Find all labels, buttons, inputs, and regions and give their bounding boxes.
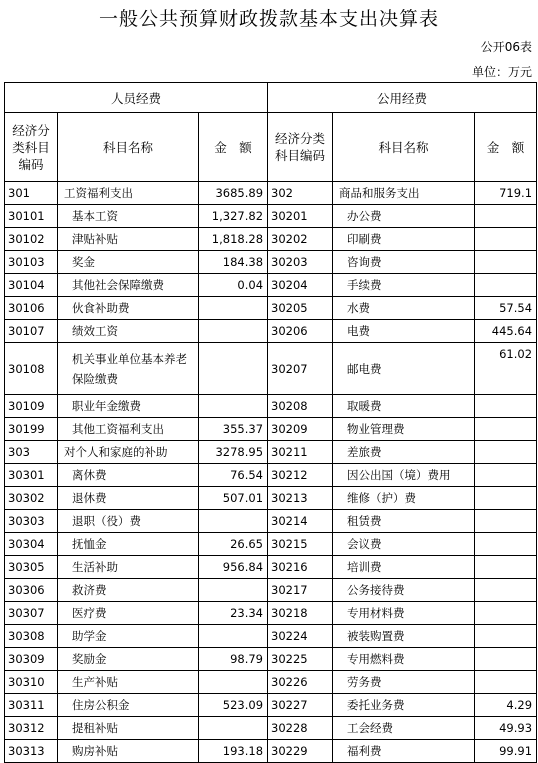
left-name: 生产补贴 bbox=[58, 671, 199, 694]
column-header-row bbox=[5, 113, 537, 182]
left-code: 30102 bbox=[5, 228, 58, 251]
left-amount: 956.84 bbox=[199, 556, 268, 579]
right-amount bbox=[475, 274, 537, 297]
econ-class-header: 经济分类科目编码 bbox=[5, 113, 58, 182]
table-row bbox=[5, 648, 537, 671]
left-code: 30310 bbox=[5, 671, 58, 694]
right-amount bbox=[475, 464, 537, 487]
right-code: 30224 bbox=[268, 625, 333, 648]
right-amount bbox=[475, 395, 537, 418]
left-code: 30312 bbox=[5, 717, 58, 740]
table-row bbox=[5, 182, 537, 205]
amount-header: 金 额 bbox=[199, 113, 268, 182]
right-code: 30206 bbox=[268, 320, 333, 343]
form-number: 公开06表 bbox=[480, 40, 532, 54]
right-code: 30203 bbox=[268, 251, 333, 274]
left-name: 生活补助 bbox=[58, 556, 199, 579]
right-name: 商品和服务支出 bbox=[333, 182, 475, 205]
right-code: 30226 bbox=[268, 671, 333, 694]
right-code: 30212 bbox=[268, 464, 333, 487]
right-amount bbox=[475, 671, 537, 694]
right-code: 30225 bbox=[268, 648, 333, 671]
right-name: 租赁费 bbox=[333, 510, 475, 533]
left-name: 救济费 bbox=[58, 579, 199, 602]
right-code: 30227 bbox=[268, 694, 333, 717]
left-code: 30306 bbox=[5, 579, 58, 602]
left-amount: 507.01 bbox=[199, 487, 268, 510]
left-amount: 193.18 bbox=[199, 740, 268, 763]
right-amount bbox=[475, 625, 537, 648]
left-amount bbox=[199, 320, 268, 343]
public-header: 公用经费 bbox=[268, 83, 537, 113]
right-name: 差旅费 bbox=[333, 441, 475, 464]
unit-label: 单位：万元 bbox=[471, 65, 532, 79]
table-row bbox=[5, 228, 537, 251]
right-amount: 49.93 bbox=[475, 717, 537, 740]
left-code: 30303 bbox=[5, 510, 58, 533]
right-name: 会议费 bbox=[333, 533, 475, 556]
right-name: 手续费 bbox=[333, 274, 475, 297]
table-row bbox=[5, 297, 537, 320]
left-name: 其他社会保障缴费 bbox=[58, 274, 199, 297]
right-name: 培训费 bbox=[333, 556, 475, 579]
left-name: 伙食补助费 bbox=[58, 297, 199, 320]
left-code: 30109 bbox=[5, 395, 58, 418]
right-code: 30202 bbox=[268, 228, 333, 251]
right-code: 30211 bbox=[268, 441, 333, 464]
right-amount: 4.29 bbox=[475, 694, 537, 717]
right-amount bbox=[475, 556, 537, 579]
right-name: 劳务费 bbox=[333, 671, 475, 694]
left-code: 30311 bbox=[5, 694, 58, 717]
right-name: 水费 bbox=[333, 297, 475, 320]
left-code: 30308 bbox=[5, 625, 58, 648]
left-amount bbox=[199, 343, 268, 395]
table-row bbox=[5, 533, 537, 556]
left-code: 30305 bbox=[5, 556, 58, 579]
table-row bbox=[5, 343, 537, 395]
left-code: 30107 bbox=[5, 320, 58, 343]
table-row bbox=[5, 717, 537, 740]
table-row bbox=[5, 487, 537, 510]
left-name: 职业年金缴费 bbox=[58, 395, 199, 418]
right-name: 维修（护）费 bbox=[333, 487, 475, 510]
left-code: 30101 bbox=[5, 205, 58, 228]
right-amount bbox=[475, 487, 537, 510]
right-amount: 445.64 bbox=[475, 320, 537, 343]
table-row bbox=[5, 556, 537, 579]
left-code: 30307 bbox=[5, 602, 58, 625]
left-name: 对个人和家庭的补助 bbox=[58, 441, 199, 464]
left-amount: 523.09 bbox=[199, 694, 268, 717]
right-name: 委托业务费 bbox=[333, 694, 475, 717]
left-amount: 0.04 bbox=[199, 274, 268, 297]
table-row bbox=[5, 510, 537, 533]
left-name: 其他工资福利支出 bbox=[58, 418, 199, 441]
right-amount: 57.54 bbox=[475, 297, 537, 320]
expenditure-table bbox=[4, 82, 537, 763]
right-code: 30205 bbox=[268, 297, 333, 320]
right-code: 302 bbox=[268, 182, 333, 205]
right-amount bbox=[475, 579, 537, 602]
left-amount bbox=[199, 671, 268, 694]
left-amount: 3685.89 bbox=[199, 182, 268, 205]
right-amount bbox=[475, 533, 537, 556]
right-code: 30213 bbox=[268, 487, 333, 510]
left-code: 303 bbox=[5, 441, 58, 464]
right-name: 印刷费 bbox=[333, 228, 475, 251]
left-amount: 355.37 bbox=[199, 418, 268, 441]
right-code: 30201 bbox=[268, 205, 333, 228]
right-amount bbox=[475, 228, 537, 251]
right-name: 咨询费 bbox=[333, 251, 475, 274]
left-name: 提租补贴 bbox=[58, 717, 199, 740]
page-title: 一般公共预算财政拨款基本支出决算表 bbox=[98, 8, 439, 30]
table-row bbox=[5, 579, 537, 602]
right-name: 取暖费 bbox=[333, 395, 475, 418]
right-name: 邮电费 bbox=[333, 343, 475, 395]
right-code: 30214 bbox=[268, 510, 333, 533]
table-row bbox=[5, 418, 537, 441]
left-code: 30106 bbox=[5, 297, 58, 320]
left-code: 30103 bbox=[5, 251, 58, 274]
table-row bbox=[5, 464, 537, 487]
table-row bbox=[5, 251, 537, 274]
right-code: 30204 bbox=[268, 274, 333, 297]
left-code: 30199 bbox=[5, 418, 58, 441]
left-code: 30301 bbox=[5, 464, 58, 487]
left-code: 301 bbox=[5, 182, 58, 205]
left-amount: 1,327.82 bbox=[199, 205, 268, 228]
left-code: 30304 bbox=[5, 533, 58, 556]
right-amount bbox=[475, 251, 537, 274]
right-code: 30207 bbox=[268, 343, 333, 395]
left-amount: 3278.95 bbox=[199, 441, 268, 464]
right-name: 公务接待费 bbox=[333, 579, 475, 602]
left-name: 离休费 bbox=[58, 464, 199, 487]
left-amount: 76.54 bbox=[199, 464, 268, 487]
left-amount bbox=[199, 717, 268, 740]
table-row bbox=[5, 740, 537, 763]
right-amount: 61.02 bbox=[475, 343, 537, 395]
left-name: 抚恤金 bbox=[58, 533, 199, 556]
right-name: 福利费 bbox=[333, 740, 475, 763]
right-amount bbox=[475, 510, 537, 533]
right-code: 30208 bbox=[268, 395, 333, 418]
right-code: 30217 bbox=[268, 579, 333, 602]
right-code: 30209 bbox=[268, 418, 333, 441]
right-code: 30215 bbox=[268, 533, 333, 556]
right-name: 专用材料费 bbox=[333, 602, 475, 625]
left-name: 医疗费 bbox=[58, 602, 199, 625]
right-code: 30216 bbox=[268, 556, 333, 579]
left-code: 30313 bbox=[5, 740, 58, 763]
table-row bbox=[5, 441, 537, 464]
table-row bbox=[5, 205, 537, 228]
econ-class-header-right: 经济分类科目编码 bbox=[268, 113, 333, 182]
subject-name-header-right: 科目名称 bbox=[333, 113, 475, 182]
right-code: 30228 bbox=[268, 717, 333, 740]
left-name: 退职（役）费 bbox=[58, 510, 199, 533]
left-code: 30104 bbox=[5, 274, 58, 297]
right-name: 专用燃料费 bbox=[333, 648, 475, 671]
right-amount: 99.91 bbox=[475, 740, 537, 763]
amount-header-right: 金 额 bbox=[475, 113, 537, 182]
left-name: 绩效工资 bbox=[58, 320, 199, 343]
left-name: 退休费 bbox=[58, 487, 199, 510]
left-name: 奖金 bbox=[58, 251, 199, 274]
table-row bbox=[5, 395, 537, 418]
table-row bbox=[5, 602, 537, 625]
left-amount: 98.79 bbox=[199, 648, 268, 671]
left-name: 奖励金 bbox=[58, 648, 199, 671]
right-amount: 719.1 bbox=[475, 182, 537, 205]
left-code: 30302 bbox=[5, 487, 58, 510]
left-amount bbox=[199, 510, 268, 533]
subject-name-header: 科目名称 bbox=[58, 113, 199, 182]
left-amount bbox=[199, 395, 268, 418]
table-row bbox=[5, 671, 537, 694]
left-name: 住房公积金 bbox=[58, 694, 199, 717]
right-code: 30229 bbox=[268, 740, 333, 763]
right-name: 电费 bbox=[333, 320, 475, 343]
right-amount bbox=[475, 602, 537, 625]
left-amount bbox=[199, 579, 268, 602]
personnel-header: 人员经费 bbox=[5, 83, 268, 113]
right-code: 30218 bbox=[268, 602, 333, 625]
right-amount bbox=[475, 205, 537, 228]
section-header-row bbox=[5, 83, 537, 113]
right-name: 工会经费 bbox=[333, 717, 475, 740]
left-name: 基本工资 bbox=[58, 205, 199, 228]
left-name: 购房补贴 bbox=[58, 740, 199, 763]
left-code: 30309 bbox=[5, 648, 58, 671]
left-name: 工资福利支出 bbox=[58, 182, 199, 205]
left-code: 30108 bbox=[5, 343, 58, 395]
left-amount bbox=[199, 297, 268, 320]
right-name: 办公费 bbox=[333, 205, 475, 228]
right-name: 被装购置费 bbox=[333, 625, 475, 648]
table-row bbox=[5, 320, 537, 343]
right-name: 因公出国（境）费用 bbox=[333, 464, 475, 487]
left-name: 津贴补贴 bbox=[58, 228, 199, 251]
left-name: 机关事业单位基本养老保险缴费 bbox=[58, 343, 199, 395]
right-name: 物业管理费 bbox=[333, 418, 475, 441]
right-amount bbox=[475, 441, 537, 464]
left-amount: 23.34 bbox=[199, 602, 268, 625]
table-row bbox=[5, 274, 537, 297]
left-amount: 26.65 bbox=[199, 533, 268, 556]
right-amount bbox=[475, 418, 537, 441]
left-amount: 184.38 bbox=[199, 251, 268, 274]
left-amount bbox=[199, 625, 268, 648]
table-row bbox=[5, 625, 537, 648]
left-amount: 1,818.28 bbox=[199, 228, 268, 251]
right-amount bbox=[475, 648, 537, 671]
table-row bbox=[5, 694, 537, 717]
left-name: 助学金 bbox=[58, 625, 199, 648]
